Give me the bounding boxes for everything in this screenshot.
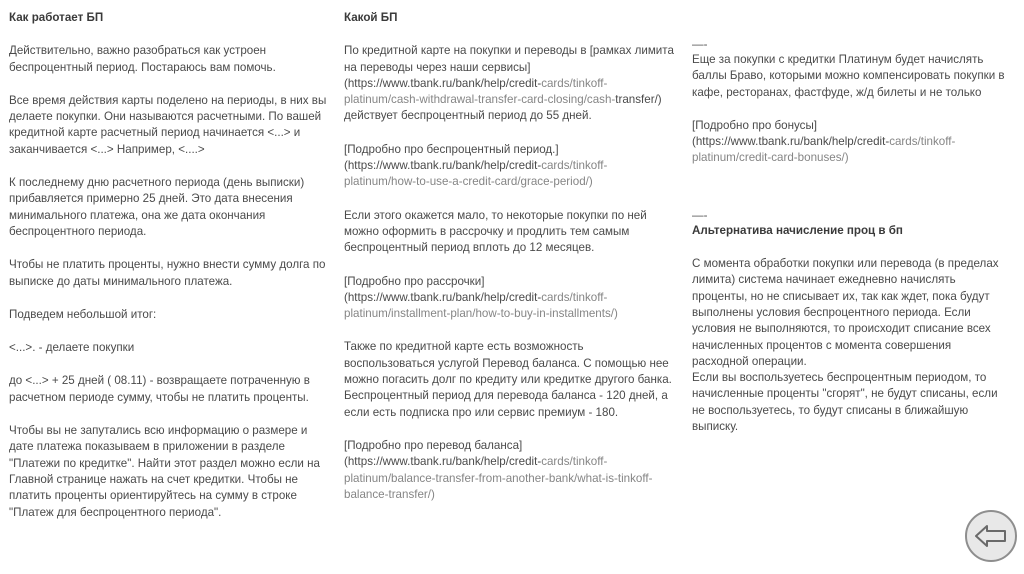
paragraph: Если вы воспользуетесь беспроцентным периодом, то начисленные проценты "сгорят", не будут списаны, если не воспользуетесь, то будут списаны в ближайшую выписку. xyxy=(692,371,998,434)
link-grace-period[interactable] xyxy=(344,142,674,191)
column-which-grace-period xyxy=(344,10,674,520)
paragraph: Чтобы не платить проценты, нужно внести сумму долга по выписке до даты минимального платежа. xyxy=(9,258,326,288)
link-url[interactable]: cards/tinkoff-platinum/installment-plan/how-to-buy-in-installments/) xyxy=(344,290,618,321)
link-installments[interactable] xyxy=(344,274,674,323)
separator: —- xyxy=(692,38,708,51)
link-url-end[interactable]: transfer/) xyxy=(615,93,662,107)
section-title: Альтернатива начисление проц в бп xyxy=(692,223,903,237)
link-text[interactable]: [Подробно про бонусы](https://www.tbank.ru/bank/help/credit- xyxy=(692,118,890,149)
paragraph: Чтобы вы не запутались всю информацию о размере и дате платежа показываем в приложении в разделе "Платежи по кредитке". Найти этот раздел можно если на Главной странице нажать на счет кредитки. Чтобы не платить проценты ориентируйтесь на сумму в строке "Платеж для беспроцентного периода". xyxy=(9,424,320,519)
link-text[interactable]: По кредитной карте на покупки и переводы в [рамках лимита на переводы через наши сервисы](https://www.tbank.ru/bank/help/credit- xyxy=(344,44,674,90)
paragraph: <...>. - делаете покупки xyxy=(9,341,135,355)
link-url[interactable]: cards/tinkoff-platinum/credit-card-bonuses/) xyxy=(692,135,956,165)
paragraph: до <...> + 25 дней ( 08.11) - возвращаете потраченную в расчетном периоде сумму, чтобы не платить проценты. xyxy=(9,374,310,404)
section-title: Какой БП xyxy=(344,11,398,24)
link-balance-transfer[interactable] xyxy=(344,438,674,503)
paragraph: Подведем небольшой итог: xyxy=(9,307,157,321)
paragraph: К последнему дню расчетного периода (день выписки) прибавляется примерно 25 дней. Это дата внесения минимального платежа, она же дата окончания беспроцентного периода. xyxy=(9,176,305,238)
link-bonuses[interactable] xyxy=(692,118,1010,167)
link-url[interactable]: cards/tinkoff-platinum/balance-transfer-from-another-bank/what-is-tinkoff-balance-transfer/) xyxy=(344,455,653,501)
paragraph-grace-55 xyxy=(344,43,674,124)
paragraph: С момента обработки покупки или перевода (в пределах лимита) система начинает ежедневно начислять проценты, но не списывает их, так как ждет, пока будут выполнены условия беспроцентного периода. Если условия не выполняются, то происходит списание всех начисленных процентов с момента совершения расходной операции. xyxy=(692,257,999,368)
link-url[interactable]: cards/tinkoff-platinum/cash-withdrawal-transfer-card-closing/cash- xyxy=(344,76,616,107)
paragraph: Также по кредитной карте есть возможность воспользоваться услугой Перевод баланса. С помощью нее можно погасить долг по кредиту или кредитке другого банка. Беспроцентный период для перевода баланса - 120 дней, а если есть подписка про или сервис премиум - 180. xyxy=(344,340,672,419)
paragraph: Все время действия карты поделено на периоды, в них вы делаете покупки. Они называются расчетными. По вашей кредитной карте расчетный период начинается <...> и заканчивается <...> Например, <....> xyxy=(9,93,327,156)
link-text[interactable]: [Подробно про рассрочки](https://www.tbank.ru/bank/help/credit- xyxy=(344,274,542,304)
back-button[interactable] xyxy=(965,510,1017,562)
column-bonuses-alternative xyxy=(692,38,1010,452)
paragraph: Если этого окажется мало, то некоторые покупки по ней можно оформить в рассрочку и продлить тем самым беспроцентный период вплоть до 12 месяцев. xyxy=(344,208,647,255)
link-text[interactable]: [Подробно про беспроцентный период.](https://www.tbank.ru/bank/help/credit- xyxy=(344,142,559,173)
section-title: Как работает БП xyxy=(9,11,104,24)
paragraph: Действительно, важно разобраться как устроен беспроцентный период. Постараюсь вам помочь. xyxy=(9,44,276,74)
back-arrow-icon xyxy=(975,524,1007,548)
paragraph: Еще за покупки с кредитки Платинум будет начислять баллы Браво, которыми можно компенсировать покупки в кафе, ресторанах, фастфуде, ж/д билеты и не только xyxy=(692,53,1005,99)
link-text[interactable]: [Подробно про перевод баланса](https://www.tbank.ru/bank/help/credit- xyxy=(344,438,542,469)
link-url[interactable]: cards/tinkoff-platinum/how-to-use-a-credit-card/grace-period/) xyxy=(344,159,608,189)
separator: —- xyxy=(692,208,708,222)
column-how-it-works xyxy=(9,10,331,538)
text: действует беспроцентный период до 55 дней. xyxy=(344,109,592,123)
